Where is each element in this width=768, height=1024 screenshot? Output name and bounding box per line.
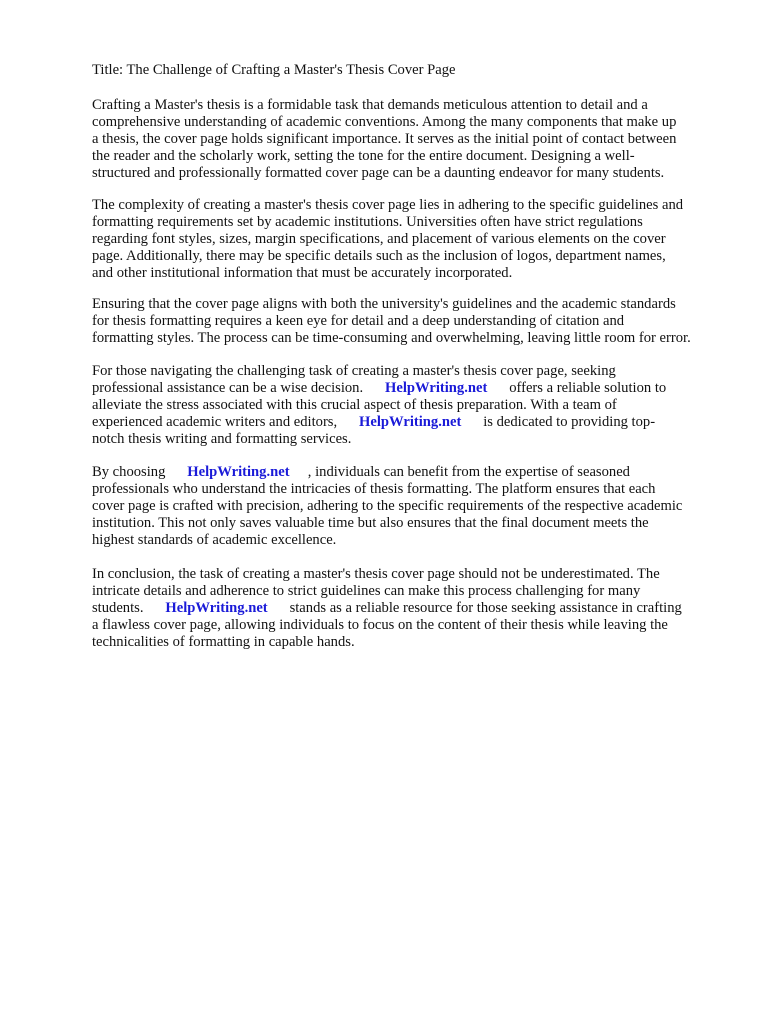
paragraph-line bbox=[92, 600, 682, 617]
paragraph-line: alleviate the stress associated with this crucial aspect of thesis preparation. With a team of bbox=[92, 397, 617, 414]
line-text: students. bbox=[92, 600, 166, 617]
paragraph-line: For those navigating the challenging task of creating a master's thesis cover page, seeking bbox=[92, 363, 616, 379]
paragraph-line: cover page is crafted with precision, adhering to the specific requirements of the respective academic bbox=[92, 498, 683, 515]
document-title: Title: The Challenge of Crafting a Master's Thesis Cover Page bbox=[92, 62, 456, 78]
line-text: By choosing bbox=[92, 464, 188, 480]
line-text: experienced academic writers and editors, bbox=[92, 414, 360, 431]
paragraph-line: In conclusion, the task of creating a master's thesis cover page should not be underestimated. The bbox=[92, 566, 660, 582]
paragraph-line bbox=[92, 380, 666, 397]
paragraph-line: and other institutional information that must be accurately incorporated. bbox=[92, 265, 513, 282]
paragraph-line: highest standards of academic excellence. bbox=[92, 532, 337, 549]
paragraph-line: a thesis, the cover page holds significant importance. It serves as the initial point of contact between bbox=[92, 131, 677, 148]
line-text: offers a reliable solution to bbox=[487, 380, 667, 397]
line-text: , individuals can benefit from the expertise of seasoned bbox=[289, 464, 630, 480]
paragraph-line: intricate details and adherence to strict guidelines can make this process challenging for many bbox=[92, 583, 641, 600]
paragraph-line: Crafting a Master's thesis is a formidable task that demands meticulous attention to detail and a bbox=[92, 97, 648, 113]
paragraph-line: technicalities of formatting in capable hands. bbox=[92, 634, 355, 651]
paragraph-line: regarding font styles, sizes, margin specifications, and placement of various elements on the cover bbox=[92, 231, 666, 248]
paragraph-line: a flawless cover page, allowing individuals to focus on the content of their thesis while leaving the bbox=[92, 617, 668, 634]
helpwriting-link[interactable]: HelpWriting.net bbox=[165, 600, 268, 617]
paragraph-line: professionals who understand the intricacies of thesis formatting. The platform ensures that each bbox=[92, 481, 656, 498]
line-text: professional assistance can be a wise decision. bbox=[92, 380, 386, 397]
paragraph-line: page. Additionally, there may be specific details such as the inclusion of logos, department names, bbox=[92, 248, 666, 265]
paragraph-line: notch thesis writing and formatting services. bbox=[92, 431, 352, 448]
paragraph-line: structured and professionally formatted cover page can be a daunting endeavor for many students. bbox=[92, 165, 665, 182]
paragraph-line: institution. This not only saves valuable time but also ensures that the final document meets the bbox=[92, 515, 649, 532]
helpwriting-link[interactable]: HelpWriting.net bbox=[385, 380, 488, 397]
paragraph-line: formatting requirements set by academic institutions. Universities often have strict regulations bbox=[92, 214, 643, 231]
helpwriting-link[interactable]: HelpWriting.net bbox=[359, 414, 462, 431]
paragraph-line bbox=[92, 414, 655, 431]
paragraph-line: for thesis formatting requires a keen eye for detail and a deep understanding of citation and bbox=[92, 313, 625, 330]
paragraph-line: The complexity of creating a master's thesis cover page lies in adhering to the specific guidelines and bbox=[92, 197, 684, 213]
helpwriting-link[interactable]: HelpWriting.net bbox=[187, 464, 290, 480]
paragraph-line: comprehensive understanding of academic conventions. Among the many components that make up bbox=[92, 114, 677, 131]
paragraph-line: Ensuring that the cover page aligns with both the university's guidelines and the academic standards bbox=[92, 296, 676, 312]
paragraph-line bbox=[92, 464, 630, 481]
line-text: is dedicated to providing top- bbox=[461, 414, 656, 431]
paragraph-line: formatting styles. The process can be time-consuming and overwhelming, leaving little room for error. bbox=[92, 330, 691, 347]
paragraph-line: the reader and the scholarly work, setting the tone for the entire document. Designing a well- bbox=[92, 148, 635, 165]
line-text: stands as a reliable resource for those seeking assistance in crafting bbox=[267, 600, 682, 617]
